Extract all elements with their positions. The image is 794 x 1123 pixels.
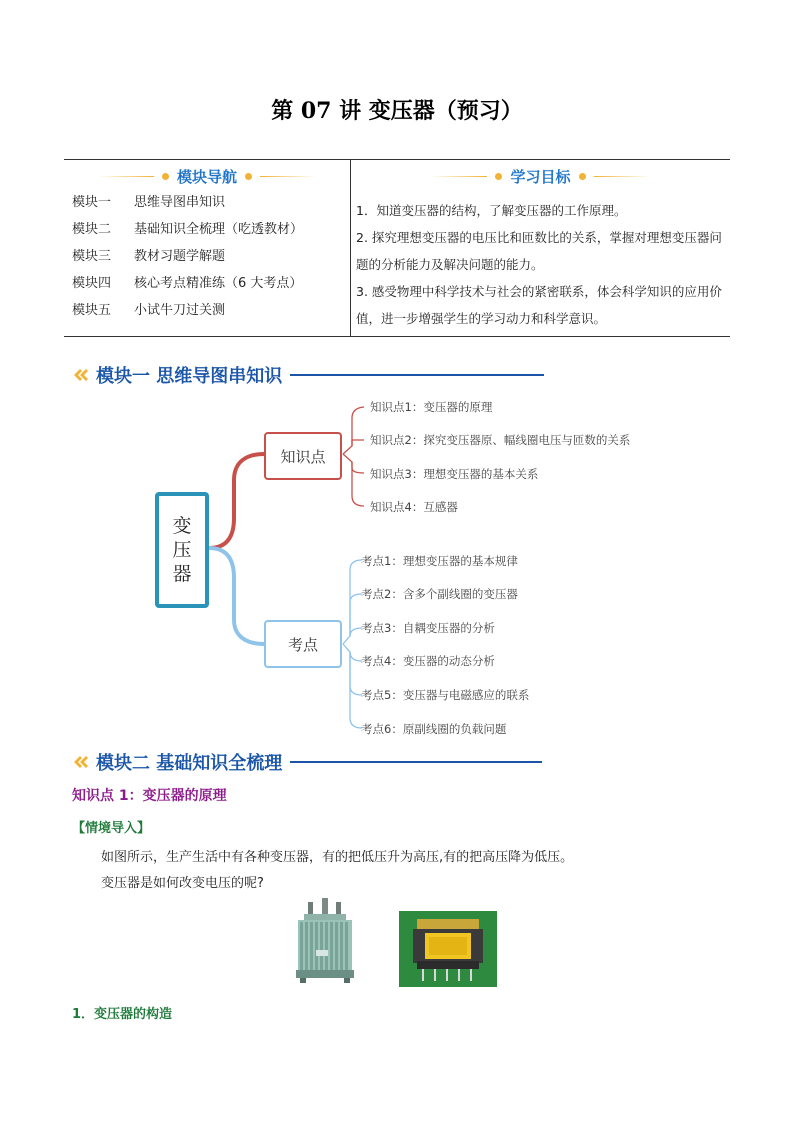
heading-dot-right <box>579 173 586 180</box>
nav-item[interactable] <box>72 221 303 239</box>
section-heading-text: 模块二 基础知识全梳理 <box>96 753 283 774</box>
branch-label: 知识点 <box>280 447 326 466</box>
mind-map-root <box>155 492 209 608</box>
heading-dot-left <box>162 173 169 180</box>
exam-leaf: 考点2：含多个副线圈的变压器 <box>361 587 518 601</box>
heading-line-left <box>98 176 154 177</box>
goals-heading <box>351 164 730 188</box>
exam-leaf: 考点3：自耦变压器的分析 <box>361 621 495 635</box>
nav-item-key: 模块二 <box>72 222 112 237</box>
section-heading-2 <box>72 748 542 776</box>
knowledge-leaf: 知识点4：互感器 <box>370 500 458 514</box>
double-chevron-icon <box>72 366 90 384</box>
nav-item-label: 基础知识全梳理（吃透教材） <box>134 222 304 237</box>
exam-leaf: 考点6：原副线圈的负载问题 <box>361 722 507 736</box>
nav-item-label: 教材习题学解题 <box>134 249 226 264</box>
nav-item[interactable] <box>72 248 225 266</box>
heading-dot-right <box>245 173 252 180</box>
small-transformer-image <box>399 911 497 987</box>
knowledge-leaf: 知识点1：变压器的原理 <box>370 400 493 414</box>
nav-item[interactable] <box>72 302 225 320</box>
nav-item-key: 模块三 <box>72 249 112 264</box>
nav-item-label: 思维导图串知识 <box>134 195 226 210</box>
knowledge-point-title: 知识点 1：变压器的原理 <box>72 788 227 804</box>
exam-leaf: 考点5：变压器与电磁感应的联系 <box>361 688 530 702</box>
nav-heading-text: 模块导航 <box>176 167 237 186</box>
nav-item[interactable] <box>72 275 302 293</box>
toc-table <box>64 159 730 337</box>
knowledge-leaf: 知识点2：探究变压器原、幅线圈电压与匝数的关系 <box>370 433 631 447</box>
page-title: 第 07 讲 变压器（预习） <box>271 98 523 124</box>
mind-map-branch-exam <box>264 620 342 668</box>
section-heading-1 <box>72 361 544 389</box>
nav-item-key: 模块五 <box>72 303 112 318</box>
heading-dot-left <box>495 173 502 180</box>
heading-line-right <box>594 176 650 177</box>
goals-heading-text: 学习目标 <box>510 167 571 186</box>
nav-item-key: 模块一 <box>72 195 112 210</box>
paragraph: 如图所示，生产生活中有各种变压器，有的把低压升为高压,有的把高压降为低压。 <box>101 850 574 865</box>
exam-leaf: 考点1：理想变压器的基本规律 <box>361 554 518 568</box>
exam-leaf: 考点4：变压器的动态分析 <box>361 654 495 668</box>
section-rule <box>290 761 542 763</box>
paragraph: 变压器是如何改变电压的呢? <box>101 876 264 891</box>
mind-map-branch-knowledge <box>264 432 342 480</box>
mind-map <box>150 388 670 740</box>
nav-item-label: 小试牛刀过关测 <box>134 303 226 318</box>
intro-label: 【情境导入】 <box>72 821 151 836</box>
nav-item-key: 模块四 <box>72 276 112 291</box>
section-heading-text: 模块一 思维导图串知识 <box>96 366 283 387</box>
heading-line-right <box>260 176 316 177</box>
knowledge-leaf: 知识点3：理想变压器的基本关系 <box>370 467 539 481</box>
goal-item: 1．知道变压器的结构，了解变压器的工作原理。 <box>356 203 627 218</box>
nav-heading <box>64 164 350 188</box>
mind-map-root-label: 变压器 <box>172 515 192 585</box>
power-transformer-image <box>294 898 356 984</box>
subheading: 1．变压器的构造 <box>72 1007 173 1022</box>
double-chevron-icon <box>72 753 90 771</box>
heading-line-left <box>431 176 487 177</box>
section-rule <box>290 374 544 376</box>
goal-item: 3. 感受物理中科学技术与社会的紧密联系，体会科学知识的应用价值，进一步增强学生的学习动力和科学意识。 <box>356 284 722 326</box>
nav-item-label: 核心考点精准练（6 大考点） <box>134 276 303 291</box>
goal-item: 2. 探究理想变压器的电压比和匝数比的关系，掌握对理想变压器问题的分析能力及解决问题的能力。 <box>356 230 722 272</box>
nav-item[interactable] <box>72 194 225 212</box>
branch-label: 考点 <box>287 635 318 654</box>
